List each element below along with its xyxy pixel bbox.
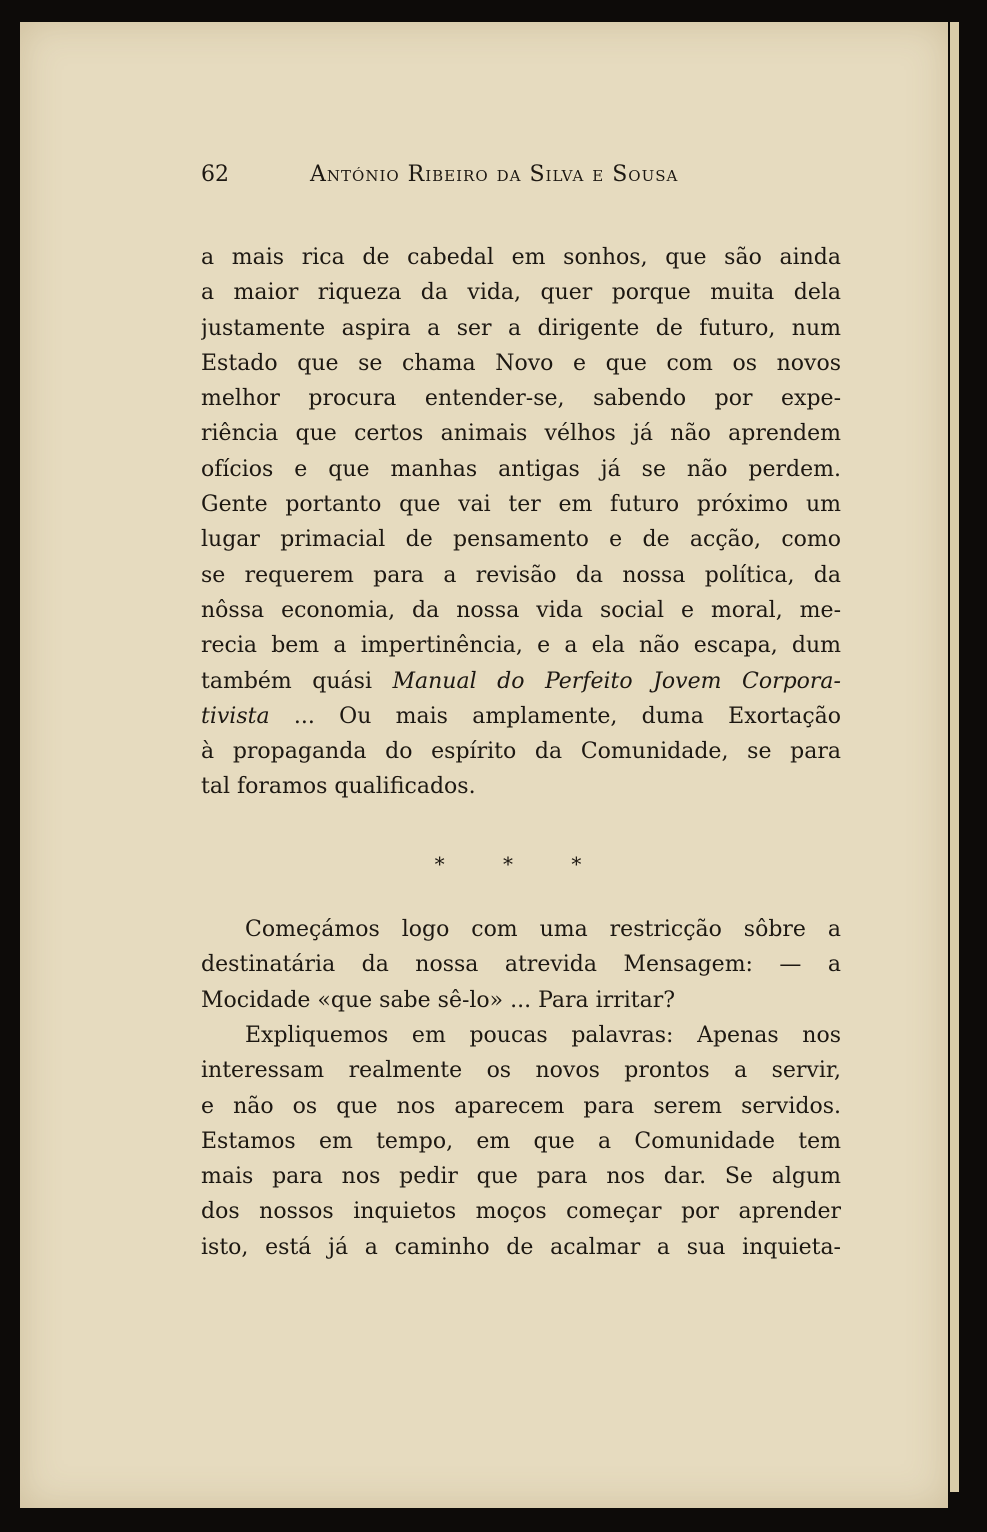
text-line: destinatária da nossa atrevida Mensagem: — a [201,952,841,978]
book-title-italic: Manual do Perfeito Jovem Corpora- [392,668,841,694]
text-line [201,664,841,699]
paragraph-3 [201,1018,841,1265]
adjacent-page-edge [950,22,959,1492]
text-line: Mocidade «que sabe sê-lo» ... Para irritar? [201,987,676,1013]
text-line [201,699,841,734]
text-line: ofícios e que manhas antigas já se não perdem. [201,456,841,482]
text-line: Expliquemos em poucas palavras: Apenas nos [245,1023,841,1048]
text-line: Estamos em tempo, em que a Comunidade tem [201,1128,841,1154]
text-line: isto, está já a caminho de acalmar a sua inquieta- [201,1234,841,1260]
text-line: Começámos logo com uma restricção sôbre a [245,917,841,942]
text-line: Gente portanto que vai ter em futuro próximo um [201,492,841,518]
paragraph-2 [201,912,841,1018]
page-number: 62 [201,162,229,187]
section-separator: * * * [434,852,608,876]
text-line: mais para nos pedir que para nos dar. Se algum [201,1164,841,1190]
text-line: melhor procura entender-se, sabendo por expe- [201,386,841,412]
text-line: dos nossos inquietos moços começar por aprender [201,1199,841,1225]
text-line: interessam realmente os novos prontos a servir, [201,1058,841,1084]
text-line: e não os que nos aparecem para serem servidos. [201,1093,841,1119]
book-title-italic-end: tivista [201,703,270,729]
text-line: a maior riqueza da vida, quer porque muita dela [201,280,841,306]
text-line: Estado que se chama Novo e que com os novos [201,350,841,376]
text-line: justamente aspira a ser a dirigente de futuro, num [201,315,841,341]
paragraph-1 [201,240,841,805]
page-header [201,162,841,192]
text-line: se requerem para a revisão da nossa política, da [201,562,841,588]
text-line: à propaganda do espírito da Comunidade, se para [201,739,841,765]
text-line: tal foramos qualificados. [201,774,476,800]
text-line: a mais rica de cabedal em sonhos, que são ainda [201,245,841,270]
text-fragment: ... Ou mais amplamente, duma Exortação [293,703,841,729]
text-line: recia bem a impertinência, e a ela não escapa, dum [201,633,841,659]
text-line: riência que certos animais vélhos já não aprendem [201,421,841,447]
text-line: lugar primacial de pensamento e de acção, como [201,527,841,553]
text-fragment: também quási [201,668,372,694]
running-head: António Ribeiro da Silva e Sousa [310,162,679,187]
text-line: nôssa economia, da nossa vida social e moral, me- [201,597,841,623]
